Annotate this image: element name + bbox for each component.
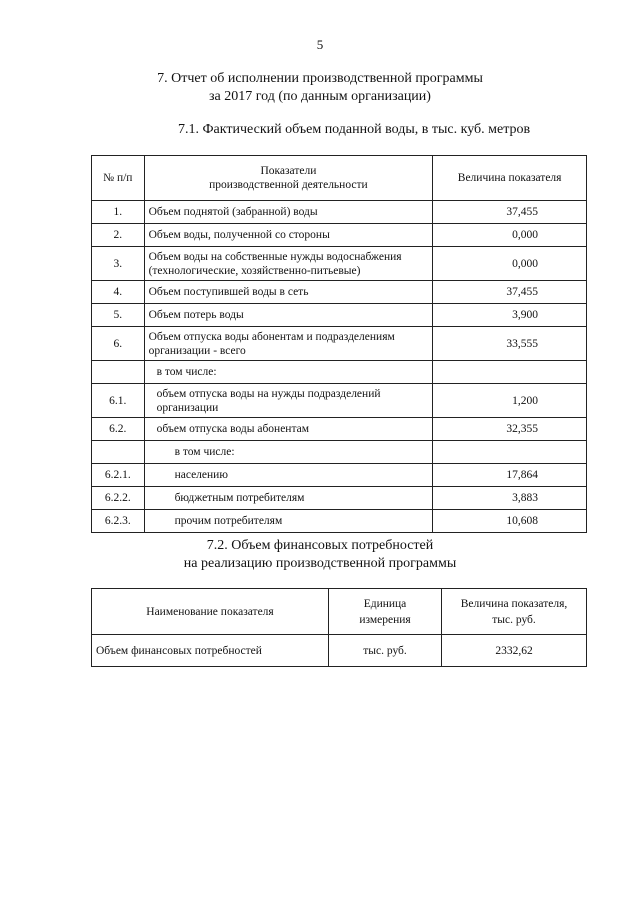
row-value: 0,000 [433, 224, 587, 247]
row-value [433, 361, 587, 384]
financial-needs-table [91, 588, 587, 667]
header-value [442, 589, 587, 635]
row-number: 6.1. [92, 384, 145, 418]
row-number: 6.2.1. [92, 464, 145, 487]
row-name: Объем поднятой (забранной) воды [144, 201, 433, 224]
header-unit [329, 589, 442, 635]
table-header-row [92, 589, 587, 635]
row-subheading: в том числе: [144, 441, 433, 464]
row-name: Объем потерь воды [144, 304, 433, 327]
row-name: Объем воды на собственные нужды водоснабжения (технологические, хозяйственно-питьевые) [144, 247, 433, 281]
row-number: 5. [92, 304, 145, 327]
row-value: 37,455 [433, 201, 587, 224]
table-row [92, 384, 587, 418]
row-number: 6. [92, 327, 145, 361]
section-7-title-line1: 7. Отчет об исполнении производственной программы [157, 71, 483, 86]
table-row [92, 247, 587, 281]
row-number [92, 441, 145, 464]
header-value: Величина показателя [433, 156, 587, 201]
water-volume-table [91, 155, 587, 533]
header-indicator-line1: Показатели [260, 165, 317, 177]
row-name: объем отпуска воды абонентам [144, 418, 433, 441]
row-subheading: в том числе: [144, 361, 433, 384]
row-value: 0,000 [433, 247, 587, 281]
row-number: 4. [92, 281, 145, 304]
row-name: прочим потребителям [144, 510, 433, 533]
table-row [92, 441, 587, 464]
table-row [92, 418, 587, 441]
row-number [92, 361, 145, 384]
table-row [92, 464, 587, 487]
row-value: 3,900 [433, 304, 587, 327]
row-number: 6.2.2. [92, 487, 145, 510]
header-value-line2: тыс. руб. [492, 613, 536, 626]
row-number: 6.2.3. [92, 510, 145, 533]
table-row [92, 304, 587, 327]
header-value-line1: Величина показателя, [460, 597, 568, 610]
section-7-2-title-line1: 7.2. Объем финансовых потребностей [206, 538, 434, 553]
header-indicator-name: Наименование показателя [92, 589, 329, 635]
row-value: 37,455 [433, 281, 587, 304]
row-number: 6.2. [92, 418, 145, 441]
header-indicator-line2: производственной деятельности [209, 179, 368, 191]
table-row [92, 361, 587, 384]
header-indicator [144, 156, 433, 201]
row-name: населению [144, 464, 433, 487]
row-name: Объем воды, полученной со стороны [144, 224, 433, 247]
table-row [92, 201, 587, 224]
table-row [92, 327, 587, 361]
row-number: 3. [92, 247, 145, 281]
row-name: объем отпуска воды на нужды подразделений организации [144, 384, 433, 418]
row-name: Объем финансовых потребностей [92, 635, 329, 667]
row-number: 1. [92, 201, 145, 224]
table-row [92, 281, 587, 304]
row-name: Объем поступившей воды в сеть [144, 281, 433, 304]
table-header-row [92, 156, 587, 201]
row-value: 3,883 [433, 487, 587, 510]
row-value: 32,355 [433, 418, 587, 441]
table-row [92, 635, 587, 667]
row-unit: тыс. руб. [329, 635, 442, 667]
row-value: 2332,62 [442, 635, 587, 667]
section-7-2-title-line2: на реализацию производственной программы [183, 556, 457, 571]
row-name: Объем отпуска воды абонентам и подразделениям организации - всего [144, 327, 433, 361]
row-number: 2. [92, 224, 145, 247]
table-row [92, 510, 587, 533]
section-7-1-title: 7.1. Фактический объем поданной воды, в тыс. куб. метров [178, 122, 531, 137]
row-value: 17,864 [433, 464, 587, 487]
header-unit-line1: Единица [363, 597, 407, 610]
header-number: № п/п [92, 156, 145, 201]
table-row [92, 224, 587, 247]
page-number: 5 [316, 37, 324, 52]
table-row [92, 487, 587, 510]
row-value: 10,608 [433, 510, 587, 533]
section-7-title-line2: за 2017 год (по данным организации) [209, 89, 431, 104]
row-value [433, 441, 587, 464]
row-name: бюджетным потребителям [144, 487, 433, 510]
row-value: 33,555 [433, 327, 587, 361]
header-unit-line2: измерения [359, 613, 411, 626]
row-value: 1,200 [433, 384, 587, 418]
